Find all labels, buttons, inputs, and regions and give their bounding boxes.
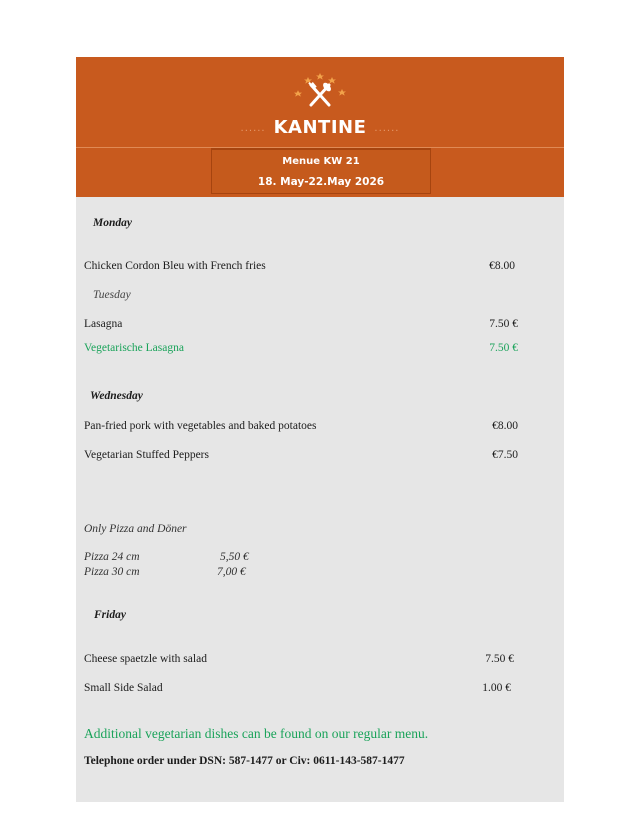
menu-item-price: €7.50 (492, 449, 518, 461)
week-box (211, 148, 431, 194)
vegetarian-note: Additional vegetarian dishes can be found on our regular menu. (84, 726, 429, 741)
menu-header (76, 57, 564, 197)
brand-dots-left: ...... (240, 122, 266, 134)
menu-item-name: Vegetarian Stuffed Peppers (84, 449, 209, 461)
day-friday: Friday (94, 609, 126, 621)
brand-title (76, 117, 564, 138)
phone-order-note: Telephone order under DSN: 587-1477 or Civ: 0611-143-587-1477 (84, 755, 405, 767)
menu-item-name: Pizza 30 cm (84, 566, 140, 578)
crossed-utensils-icon (274, 71, 366, 121)
day-wednesday: Wednesday (90, 390, 143, 402)
menu-item-price: 7,00 € (217, 566, 246, 578)
menu-page (76, 57, 564, 802)
menu-item-price: 7.50 € (485, 653, 514, 665)
menu-item-name: Pizza 24 cm (84, 551, 140, 563)
menu-item-name: Chicken Cordon Bleu with French fries (84, 260, 266, 272)
week-title: Menue KW 21 (282, 156, 360, 167)
menu-item-name: Cheese spaetzle with salad (84, 653, 207, 665)
menu-item-name: Vegetarische Lasagna (84, 342, 184, 354)
day-monday: Monday (93, 217, 132, 229)
week-dates: 18. May-22.May 2026 (257, 176, 385, 188)
menu-item-price: €8.00 (492, 420, 518, 432)
menu-item-price: 7.50 € (489, 318, 518, 330)
brand-name: KANTINE (273, 117, 367, 138)
menu-item-name: Lasagna (84, 318, 123, 330)
menu-item-name: Small Side Salad (84, 682, 163, 694)
menu-item-name: Pan-fried pork with vegetables and baked potatoes (84, 420, 317, 432)
brand-dots-right: ...... (374, 122, 400, 134)
menu-item-price: 5,50 € (220, 551, 249, 563)
menu-item-price: 1.00 € (482, 682, 511, 694)
pizza-doner-title: Only Pizza and Döner (84, 523, 187, 535)
day-tuesday: Tuesday (93, 289, 131, 301)
menu-item-price: €8.00 (489, 260, 515, 272)
menu-item-price: 7.50 € (489, 342, 518, 354)
